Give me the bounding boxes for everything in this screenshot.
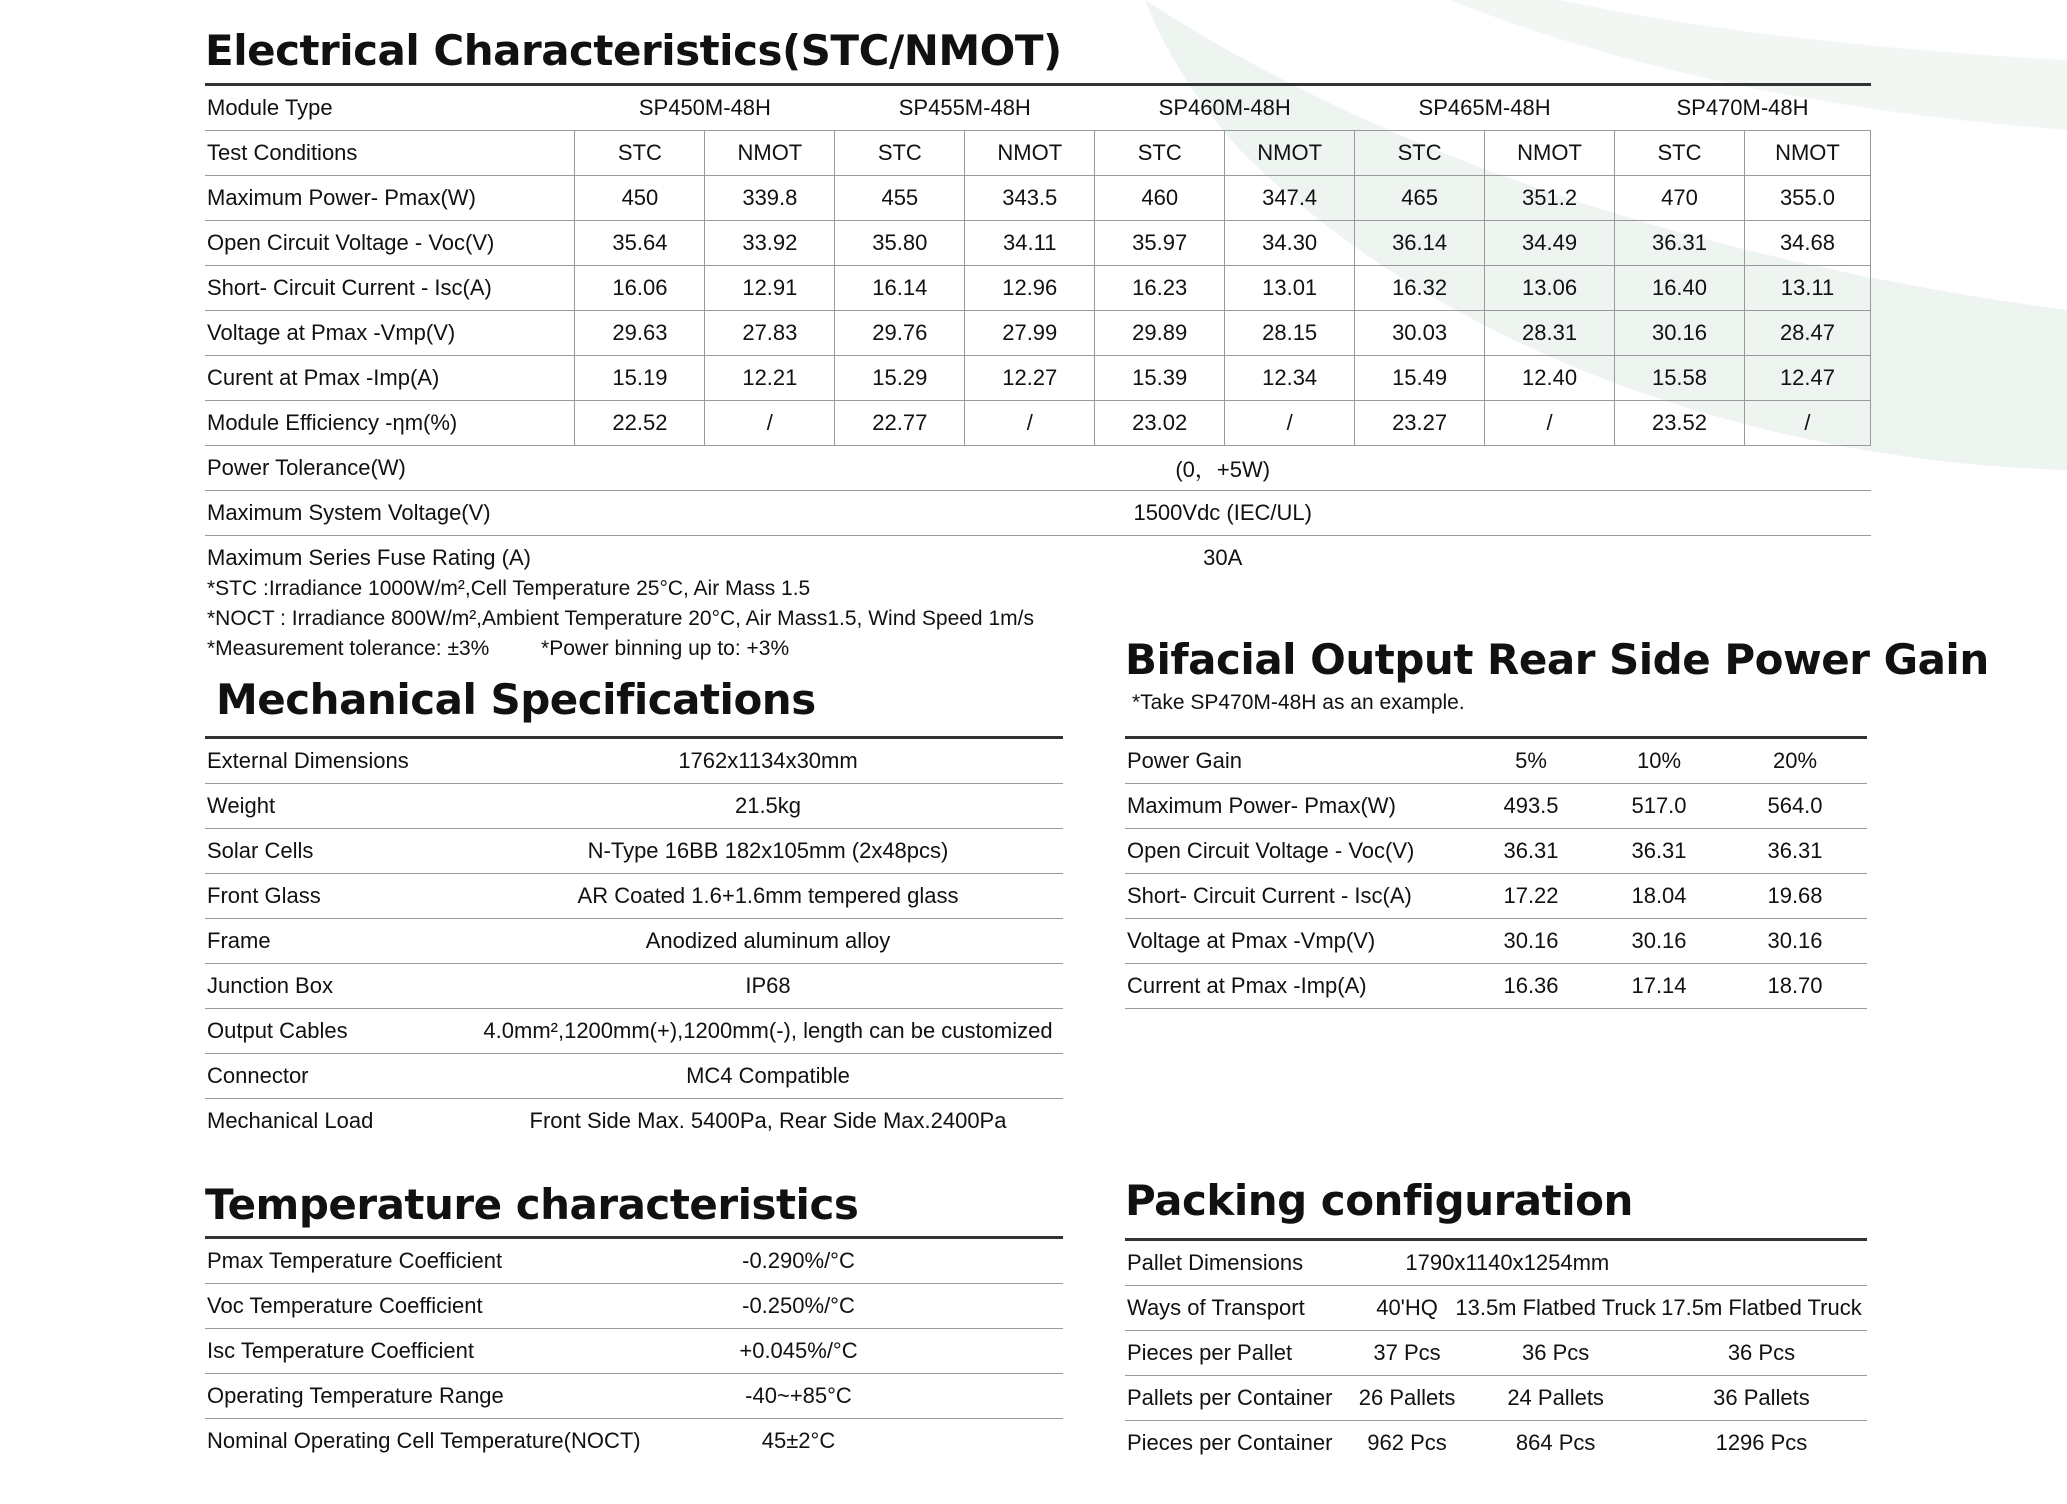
condition-nmot: NMOT — [1485, 131, 1615, 176]
table-row — [205, 131, 1871, 176]
cell: 23.52 — [1615, 401, 1745, 446]
cell: 30.16 — [1467, 919, 1595, 964]
row-label: Open Circuit Voltage - Voc(V) — [1125, 829, 1467, 874]
cell: 12.96 — [965, 266, 1095, 311]
table-row — [205, 401, 1871, 446]
row-label: Power Tolerance(W) — [205, 446, 575, 491]
cell: 13.11 — [1744, 266, 1870, 311]
table-row — [205, 491, 1871, 536]
row-label: Maximum System Voltage(V) — [205, 491, 575, 536]
packing-table — [1125, 1238, 1867, 1465]
table-row — [205, 85, 1871, 131]
cell: 864 Pcs — [1515, 1430, 1596, 1455]
binning-note: *Power binning up to: +3% — [541, 637, 790, 660]
cell: 460 — [1095, 176, 1225, 221]
row-label: Front Glass — [205, 874, 473, 919]
cell: 16.23 — [1095, 266, 1225, 311]
cell: 465 — [1355, 176, 1485, 221]
cell: 36.31 — [1595, 829, 1723, 874]
cell: 15.19 — [575, 356, 705, 401]
table-row — [205, 1374, 1063, 1419]
cell: 13.01 — [1225, 266, 1355, 311]
cell: 30.16 — [1595, 919, 1723, 964]
cell: 16.40 — [1615, 266, 1745, 311]
cell: 455 — [835, 176, 965, 221]
noct-note: *NOCT : Irradiance 800W/m²,Ambient Temperature 20°C, Air Mass1.5, Wind Speed 1m/s — [207, 607, 1034, 630]
table-row — [1125, 919, 1867, 964]
row-label: Connector — [205, 1054, 473, 1099]
row-label: Pallet Dimensions — [1125, 1240, 1359, 1286]
cell: IP68 — [473, 964, 1063, 1009]
packing-title: Packing configuration — [1125, 1176, 1633, 1225]
model-header: SP450M-48H — [575, 85, 835, 131]
cell: 1500Vdc (IEC/UL) — [575, 491, 1871, 536]
cell: 34.68 — [1744, 221, 1870, 266]
row-label: Maximum Power- Pmax(W) — [205, 176, 575, 221]
cell: 22.77 — [835, 401, 965, 446]
condition-stc: STC — [1615, 131, 1745, 176]
table-row — [1125, 1376, 1867, 1421]
row-label: Voltage at Pmax -Vmp(V) — [205, 311, 575, 356]
tolerance-note: *Measurement tolerance: ±3% — [207, 637, 490, 660]
model-header: SP465M-48H — [1355, 85, 1615, 131]
gain-header: 20% — [1723, 738, 1867, 784]
cell: 35.97 — [1095, 221, 1225, 266]
gain-header: 5% — [1467, 738, 1595, 784]
table-row — [205, 176, 1871, 221]
cell: / — [705, 401, 835, 446]
row-label: Ways of Transport — [1125, 1286, 1359, 1331]
cell: 29.89 — [1095, 311, 1225, 356]
cell: 18.70 — [1723, 964, 1867, 1009]
cell: 564.0 — [1723, 784, 1867, 829]
spacer-cell — [872, 1419, 1063, 1464]
table-row — [205, 311, 1871, 356]
cell: 343.5 — [965, 176, 1095, 221]
cell: 22.52 — [575, 401, 705, 446]
condition-nmot: NMOT — [965, 131, 1095, 176]
row-label: Nominal Operating Cell Temperature(NOCT) — [207, 1428, 641, 1453]
cell: 4.0mm²,1200mm(+),1200mm(-), length can be customized — [473, 1009, 1063, 1054]
model-header: SP470M-48H — [1615, 85, 1871, 131]
row-label: Pmax Temperature Coefficient — [205, 1238, 725, 1284]
electrical-table — [205, 83, 1871, 580]
table-row — [1125, 1331, 1867, 1376]
cell: 15.39 — [1095, 356, 1225, 401]
table-row — [205, 266, 1871, 311]
row-label: Weight — [205, 784, 473, 829]
table-row — [205, 829, 1063, 874]
table-row — [205, 1054, 1063, 1099]
cell: 18.04 — [1595, 874, 1723, 919]
cell: 30.16 — [1723, 919, 1867, 964]
condition-stc: STC — [575, 131, 705, 176]
table-row — [205, 356, 1871, 401]
cell: 40'HQ — [1359, 1286, 1456, 1331]
cell: 36.14 — [1355, 221, 1485, 266]
cell: 16.14 — [835, 266, 965, 311]
cell: 36.31 — [1467, 829, 1595, 874]
cell: 347.4 — [1225, 176, 1355, 221]
cell: 21.5kg — [473, 784, 1063, 829]
cell: / — [1485, 401, 1615, 446]
cell: 36.31 — [1615, 221, 1745, 266]
cell: 12.34 — [1225, 356, 1355, 401]
table-row — [205, 874, 1063, 919]
cell: 15.29 — [835, 356, 965, 401]
cell: 34.49 — [1485, 221, 1615, 266]
row-label: Current at Pmax -Imp(A) — [1125, 964, 1467, 1009]
model-header: SP455M-48H — [835, 85, 1095, 131]
gain-header: 10% — [1595, 738, 1723, 784]
cell: 355.0 — [1744, 176, 1870, 221]
cell: AR Coated 1.6+1.6mm tempered glass — [473, 874, 1063, 919]
cell: 27.83 — [705, 311, 835, 356]
cell: -0.250%/°C — [725, 1284, 872, 1329]
row-label: Module Efficiency -ηm(%) — [205, 401, 575, 446]
table-row — [205, 1238, 1063, 1284]
cell: N-Type 16BB 182x105mm (2x48pcs) — [473, 829, 1063, 874]
cell: 34.11 — [965, 221, 1095, 266]
row-label: Open Circuit Voltage - Voc(V) — [205, 221, 575, 266]
condition-nmot: NMOT — [1225, 131, 1355, 176]
cell: 37 Pcs — [1359, 1331, 1456, 1376]
cell: 27.99 — [965, 311, 1095, 356]
cell: 470 — [1615, 176, 1745, 221]
cell: 12.47 — [1744, 356, 1870, 401]
cell: 517.0 — [1595, 784, 1723, 829]
row-label: Isc Temperature Coefficient — [205, 1329, 725, 1374]
cell: 12.21 — [705, 356, 835, 401]
cell: 962 Pcs — [1367, 1430, 1447, 1455]
condition-stc: STC — [1095, 131, 1225, 176]
table-row — [205, 446, 1871, 491]
cell: 12.91 — [705, 266, 835, 311]
stc-note: *STC :Irradiance 1000W/m²,Cell Temperature 25°C, Air Mass 1.5 — [207, 577, 811, 600]
cell: 24 Pallets — [1455, 1376, 1656, 1421]
condition-stc: STC — [1355, 131, 1485, 176]
cell: 28.31 — [1485, 311, 1615, 356]
mechanical-title: Mechanical Specifications — [216, 675, 816, 724]
table-row — [205, 1329, 1063, 1374]
cell: 30.16 — [1615, 311, 1745, 356]
row-label: Module Type — [205, 85, 575, 131]
cell: 35.80 — [835, 221, 965, 266]
spacer-cell — [872, 1284, 1063, 1329]
row-label: Pallets per Container — [1125, 1376, 1359, 1421]
cell: 16.06 — [575, 266, 705, 311]
row-label: Output Cables — [205, 1009, 473, 1054]
row-label: Short- Circuit Current - Isc(A) — [1125, 874, 1467, 919]
table-row — [205, 1284, 1063, 1329]
table-row — [1125, 964, 1867, 1009]
cell: 28.47 — [1744, 311, 1870, 356]
spacer-cell — [872, 1238, 1063, 1284]
condition-stc: STC — [835, 131, 965, 176]
cell: 15.58 — [1615, 356, 1745, 401]
table-row — [1125, 1286, 1867, 1331]
row-label: Junction Box — [205, 964, 473, 1009]
table-row — [205, 784, 1063, 829]
bifacial-table — [1125, 736, 1867, 1009]
cell: 17.14 — [1595, 964, 1723, 1009]
cell: 16.32 — [1355, 266, 1485, 311]
row-label: Maximum Power- Pmax(W) — [1125, 784, 1467, 829]
cell: 17.5m Flatbed Truck — [1656, 1286, 1867, 1331]
table-row — [205, 221, 1871, 266]
row-label: Pieces per Container — [1127, 1430, 1333, 1455]
cell: 1790x1140x1254mm — [1359, 1240, 1656, 1286]
row-label: Short- Circuit Current - Isc(A) — [205, 266, 575, 311]
spacer-cell — [1656, 1240, 1867, 1286]
cell: (0，+5W) — [575, 446, 1871, 491]
cell: 1296 Pcs — [1715, 1430, 1808, 1455]
row-label: Test Conditions — [205, 131, 575, 176]
row-label: Power Gain — [1125, 738, 1467, 784]
electrical-title: Electrical Characteristics(STC/NMOT) — [205, 26, 1062, 75]
cell: 29.76 — [835, 311, 965, 356]
cell: 29.63 — [575, 311, 705, 356]
row-label: Voc Temperature Coefficient — [205, 1284, 725, 1329]
tolerance-line — [207, 634, 1034, 664]
cell: / — [965, 401, 1095, 446]
cell: 30A — [1203, 545, 1243, 570]
cell: / — [1225, 401, 1355, 446]
cell: 19.68 — [1723, 874, 1867, 919]
condition-nmot: NMOT — [1744, 131, 1870, 176]
cell: 16.36 — [1467, 964, 1595, 1009]
cell: 45±2°C — [761, 1428, 836, 1453]
table-row — [205, 1009, 1063, 1054]
cell: 30.03 — [1355, 311, 1485, 356]
bifacial-note: *Take SP470M-48H as an example. — [1132, 691, 1465, 714]
table-row — [1125, 738, 1867, 784]
temperature-title: Temperature characteristics — [205, 1180, 859, 1229]
row-label: Voltage at Pmax -Vmp(V) — [1125, 919, 1467, 964]
cell: 339.8 — [705, 176, 835, 221]
cell: 13.5m Flatbed Truck — [1455, 1286, 1656, 1331]
cell: -0.290%/°C — [725, 1238, 872, 1284]
table-row — [205, 964, 1063, 1009]
cell: 33.92 — [705, 221, 835, 266]
condition-nmot: NMOT — [705, 131, 835, 176]
cell: 12.40 — [1485, 356, 1615, 401]
electrical-notes — [207, 574, 1034, 664]
cell: 36.31 — [1723, 829, 1867, 874]
cell: 26 Pallets — [1359, 1376, 1456, 1421]
bifacial-title: Bifacial Output Rear Side Power Gain — [1125, 635, 1989, 684]
row-label: Operating Temperature Range — [205, 1374, 725, 1419]
spacer-cell — [872, 1329, 1063, 1374]
mechanical-table — [205, 736, 1063, 1143]
model-header: SP460M-48H — [1095, 85, 1355, 131]
temperature-table — [205, 1236, 1063, 1463]
row-label: External Dimensions — [205, 738, 473, 784]
cell: 1762x1134x30mm — [473, 738, 1063, 784]
cell: 13.06 — [1485, 266, 1615, 311]
row-label: Solar Cells — [205, 829, 473, 874]
table-row — [1125, 1421, 1867, 1466]
table-row — [1125, 829, 1867, 874]
table-row — [205, 1419, 1063, 1464]
spacer-cell — [872, 1374, 1063, 1419]
cell: +0.045%/°C — [725, 1329, 872, 1374]
cell: 36 Pallets — [1656, 1376, 1867, 1421]
row-label: Pieces per Pallet — [1125, 1331, 1359, 1376]
cell: 17.22 — [1467, 874, 1595, 919]
row-label: Mechanical Load — [207, 1108, 374, 1133]
row-label: Maximum Series Fuse Rating (A) — [207, 545, 531, 570]
cell: 23.02 — [1095, 401, 1225, 446]
cell: 34.30 — [1225, 221, 1355, 266]
cell: 15.49 — [1355, 356, 1485, 401]
cell: Anodized aluminum alloy — [473, 919, 1063, 964]
cell: 35.64 — [575, 221, 705, 266]
cell: 12.27 — [965, 356, 1095, 401]
table-row — [1125, 1240, 1867, 1286]
cell: Front Side Max. 5400Pa, Rear Side Max.2400Pa — [529, 1108, 1007, 1133]
cell: / — [1744, 401, 1870, 446]
cell: MC4 Compatible — [473, 1054, 1063, 1099]
table-row — [205, 1099, 1063, 1144]
cell: 351.2 — [1485, 176, 1615, 221]
table-row — [205, 738, 1063, 784]
cell: 28.15 — [1225, 311, 1355, 356]
cell: -40~+85°C — [725, 1374, 872, 1419]
row-label: Frame — [205, 919, 473, 964]
cell: 23.27 — [1355, 401, 1485, 446]
cell: 36 Pcs — [1455, 1331, 1656, 1376]
cell: 493.5 — [1467, 784, 1595, 829]
table-row — [1125, 874, 1867, 919]
table-row — [1125, 784, 1867, 829]
cell: 36 Pcs — [1656, 1331, 1867, 1376]
table-row — [205, 919, 1063, 964]
row-label: Curent at Pmax -Imp(A) — [205, 356, 575, 401]
cell: 450 — [575, 176, 705, 221]
